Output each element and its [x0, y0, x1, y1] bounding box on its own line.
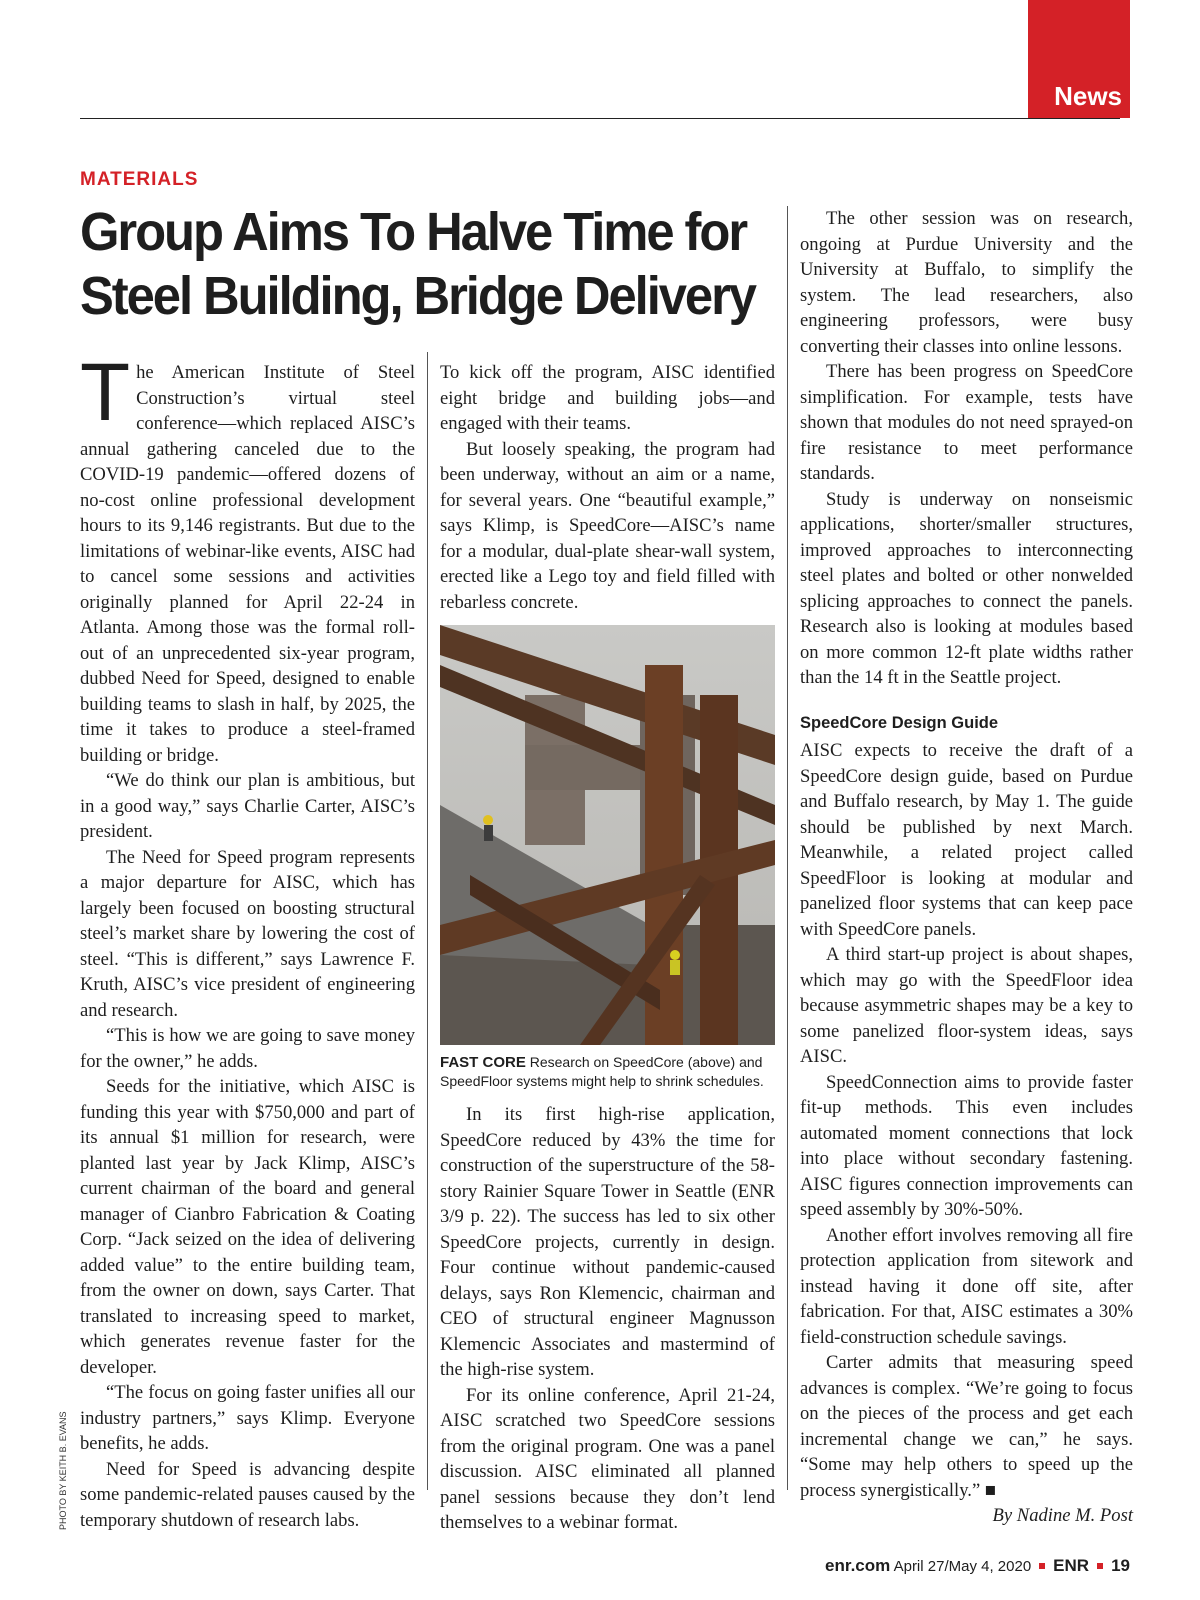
paragraph: There has been progress on SpeedCore simplification. For example, tests have shown that modules do not need sprayed-on fire resistance to meet performance standards.	[800, 361, 1133, 484]
separator-square-icon	[1039, 1563, 1045, 1569]
drop-cap: T	[80, 347, 131, 438]
paragraph: Study is underway on nonseismic applications, shorter/smaller structures, improved approaches to interconnecting steel plates and bolted or other nonwelded splicing approaches to connect the panels. Research also is looking at modules based on more common 12-ft plate widths rather than the 14 ft in the Seattle project.	[800, 488, 1133, 688]
header-rule	[80, 118, 1120, 119]
page-number: 19	[1111, 1556, 1130, 1575]
caption-text: Research on SpeedCore (above) and SpeedFloor systems might help to shrink schedules.	[440, 1054, 764, 1089]
paragraph: “This is how we are going to save money for the owner,” he adds.	[80, 1025, 415, 1072]
paragraph: Carter admits that measuring speed advances is complex. “We’re going to focus on the pieces of the process and get each incremental change we can,” he says. “Some may help others to speed up the process synergistically.” ■	[800, 1352, 1133, 1501]
column-3	[800, 206, 1133, 1529]
paragraph: “We do think our plan is ambitious, but in a good way,” says Charlie Carter, AISC’s president.	[80, 770, 415, 842]
column-divider-2	[787, 206, 788, 1490]
footer-brand: ENR	[1053, 1556, 1090, 1575]
separator-square-icon	[1097, 1563, 1103, 1569]
paragraph: Need for Speed is advancing despite some pandemic-related pauses caused by the temporary shutdown of research labs.	[80, 1458, 415, 1531]
column-1	[80, 347, 415, 1533]
paragraph: “The focus on going faster unifies all our industry partners,” says Klimp. Everyone benefits, he adds.	[80, 1382, 415, 1454]
caption-lead: FAST CORE	[440, 1054, 526, 1071]
photo-illustration	[440, 625, 775, 1045]
headline	[80, 200, 755, 328]
headline-line-1: Group Aims To Halve Time for	[80, 202, 747, 262]
page-footer	[825, 1556, 1130, 1576]
paragraph: AISC expects to receive the draft of a SpeedCore design guide, based on Purdue and Buffalo research, by May 1. The guide should be published by next March. Meanwhile, a related project called SpeedFloor is looking at modular and panelized floor systems that can keep pace with SpeedCore panels.	[800, 740, 1133, 940]
paragraph: Another effort involves removing all fire protection application from sitework and instead having it done off site, after fabrication. For that, AISC estimates a 30% field-construction schedule savings.	[800, 1224, 1133, 1348]
paragraph: For its online conference, April 21-24, AISC scratched two SpeedCore sessions from the original program. One was a panel discussion. AISC eliminated all planned panel sessions because they don’t lend themselves to a webinar format.	[440, 1384, 775, 1533]
photo-caption	[440, 1053, 775, 1090]
column-divider-1	[427, 352, 428, 1490]
subhead: SpeedCore Design Guide	[800, 713, 999, 732]
headline-line-2: Steel Building, Bridge Delivery	[80, 266, 755, 326]
footer-date: April 27/May 4, 2020	[893, 1558, 1032, 1575]
paragraph: But loosely speaking, the program had been underway, without an aim or a name, for several years. One “beautiful example,” says Klimp, is SpeedCore—AISC’s name for a modular, dual-plate shear-wall system, erected like a Lego toy and field filled with rebarless concrete.	[440, 438, 775, 613]
photo-credit: PHOTO BY KEITH B. EVANS	[58, 1411, 68, 1530]
column-2	[440, 360, 775, 1536]
paragraph: In its first high-rise application, SpeedCore reduced by 43% the time for construction of the superstructure of the 58-story Rainier Square Tower in Seattle (ENR 3/9 p. 22). The success has led to six other SpeedCore projects, currently in design. Four continue without pandemic-caused delays, says Ron Klemencic, chairman and CEO of structural engineer Magnusson Klemencic Associates and mastermind of the high-rise system.	[440, 1104, 775, 1380]
paragraph-text: he American Institute of Steel Construction’s virtual steel conference—which replaced AISC’s annual gathering canceled due to the COVID-19 pandemic—offered dozens of no-cost online professional development hours to its 9,146 registrants. But due to the limitations of webinar-like events, AISC had to cancel some sessions and activities originally planned for April 22-24 in Atlanta. Among those was the formal roll-out of an unprecedented six-year program, dubbed Need for Speed, designed to enable building teams to slash in half, by 2025, the time it takes to produce a steel-framed building or bridge.	[80, 362, 415, 766]
paragraph: Seeds for the initiative, which AISC is funding this year with $750,000 and part of its annual $1 million for research, were planted last year by Jack Klimp, AISC’s current chairman of the board and general manager of Cianbro Fabrication & Coating Corp. “Jack seized on the idea of delivering added value” to the entire building team, from the owner on down, says Carter. That translated to increasing speed to market, which generates revenue faster for the developer.	[80, 1076, 415, 1378]
paragraph	[80, 347, 415, 768]
paragraph: To kick off the program, AISC identified eight bridge and building jobs—and engaged with their teams.	[440, 362, 775, 434]
kicker: MATERIALS	[80, 169, 199, 190]
steel-frame-photo	[440, 625, 775, 1045]
paragraph: The Need for Speed program represents a major departure for AISC, which has largely been focused on boosting structural steel’s market share by lowering the cost of steel. “This is different,” says Lawrence F. Kruth, AISC’s vice president of engineering and research.	[80, 846, 415, 1021]
section-tab-label: News	[1054, 81, 1122, 111]
byline: By Nadine M. Post	[992, 1505, 1133, 1526]
section-tab	[1028, 0, 1130, 118]
paragraph: A third start-up project is about shapes, which may go with the SpeedFloor idea because asymmetric shapes may be a key to some panelized floor-system ideas, says AISC.	[800, 944, 1133, 1067]
paragraph: The other session was on research, ongoing at Purdue University and the University at Buffalo, to simplify the system. The lead researchers, also engineering professors, were busy converting their classes into online lessons.	[800, 208, 1133, 357]
footer-site: enr.com	[825, 1556, 891, 1575]
paragraph: SpeedConnection aims to provide faster fit-up methods. This even includes automated moment connections that lock into place without secondary fastening. AISC figures connection improvements can speed assembly by 30%-50%.	[800, 1071, 1133, 1220]
